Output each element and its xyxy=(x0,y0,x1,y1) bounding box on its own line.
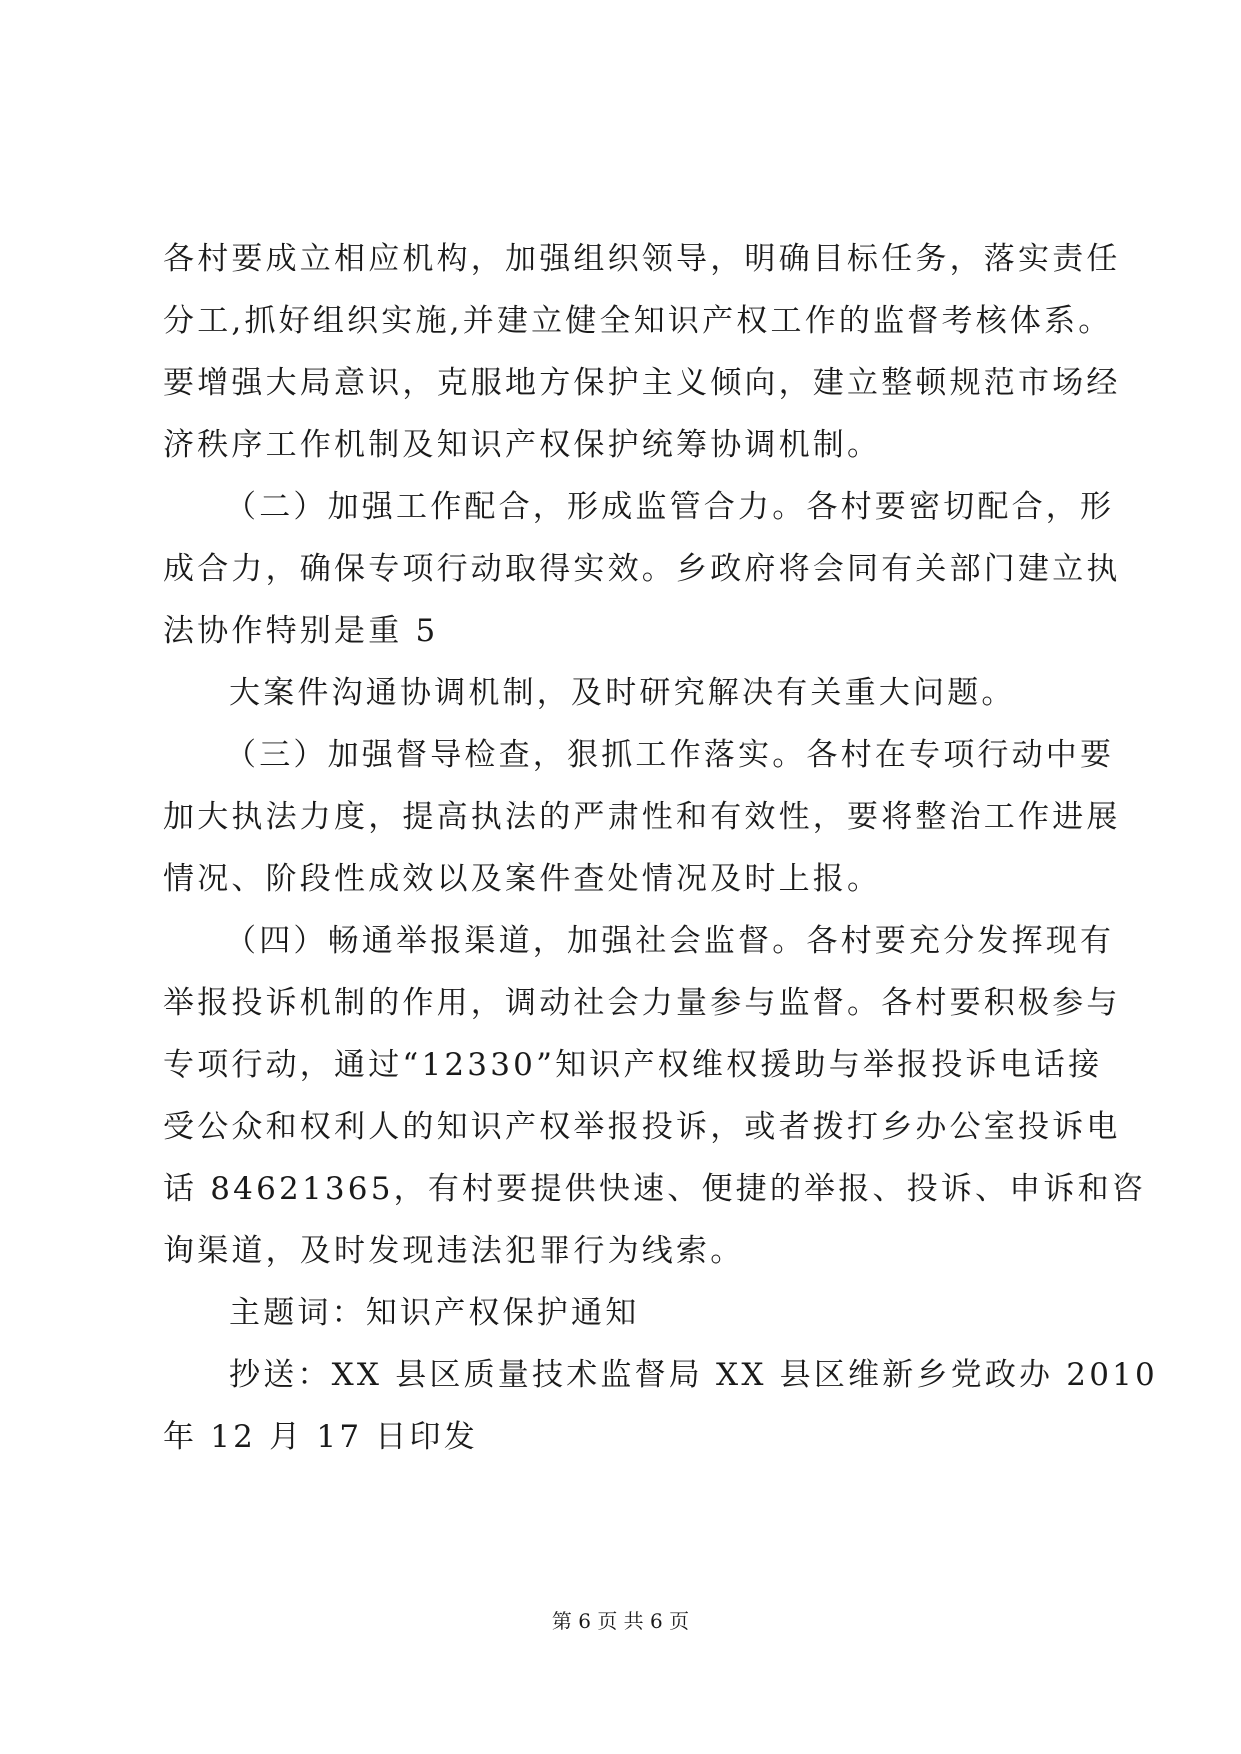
body-line: 加大执法力度，提高执法的严肃性和有效性，要将整治工作进展 xyxy=(163,799,1121,835)
body-line: 举报投诉机制的作用，调动社会力量参与监督。各村要积极参与 xyxy=(163,985,1121,1021)
body-line: 成合力，确保专项行动取得实效。乡政府将会同有关部门建立执 xyxy=(163,551,1121,587)
copy-to: 抄送：XX 县区质量技术监督局 XX 县区维新乡党政办 2010 xyxy=(229,1357,1158,1393)
issue-date: 年 12 月 17 日印发 xyxy=(163,1419,478,1455)
body-line: 专项行动，通过“12330”知识产权维权援助与举报投诉电话接 xyxy=(163,1047,1103,1083)
section-three-heading: （三）加强督导检查，狠抓工作落实。各村在专项行动中要 xyxy=(225,737,1115,773)
body-line: 要增强大局意识，克服地方保护主义倾向，建立整顿规范市场经 xyxy=(163,365,1121,401)
section-two-heading: （二）加强工作配合，形成监管合力。各村要密切配合，形 xyxy=(225,489,1115,525)
body-line: 情况、阶段性成效以及案件查处情况及时上报。 xyxy=(163,861,882,897)
body-line: 受公众和权利人的知识产权举报投诉，或者拨打乡办公室投诉电 xyxy=(163,1109,1121,1145)
body-line: 大案件沟通协调机制，及时研究解决有关重大问题。 xyxy=(229,675,1016,711)
document-body xyxy=(163,228,1158,1468)
subject-keywords: 主题词：知识产权保护通知 xyxy=(229,1295,640,1331)
body-line: 分工,抓好组织实施,并建立健全知识产权工作的监督考核体系。 xyxy=(163,303,1113,339)
body-line: 询渠道，及时发现违法犯罪行为线索。 xyxy=(163,1233,745,1269)
body-line: 各村要成立相应机构，加强组织领导，明确目标任务，落实责任 xyxy=(163,241,1121,277)
body-line: 法协作特别是重 5 xyxy=(163,613,439,649)
body-line: 话 84621365，有村要提供快速、便捷的举报、投诉、申诉和咨 xyxy=(163,1171,1147,1207)
body-line: 济秩序工作机制及知识产权保护统筹协调机制。 xyxy=(163,427,882,463)
page-number: 第 6 页 共 6 页 xyxy=(551,1609,690,1633)
section-four-heading: （四）畅通举报渠道，加强社会监督。各村要充分发挥现有 xyxy=(225,923,1115,959)
